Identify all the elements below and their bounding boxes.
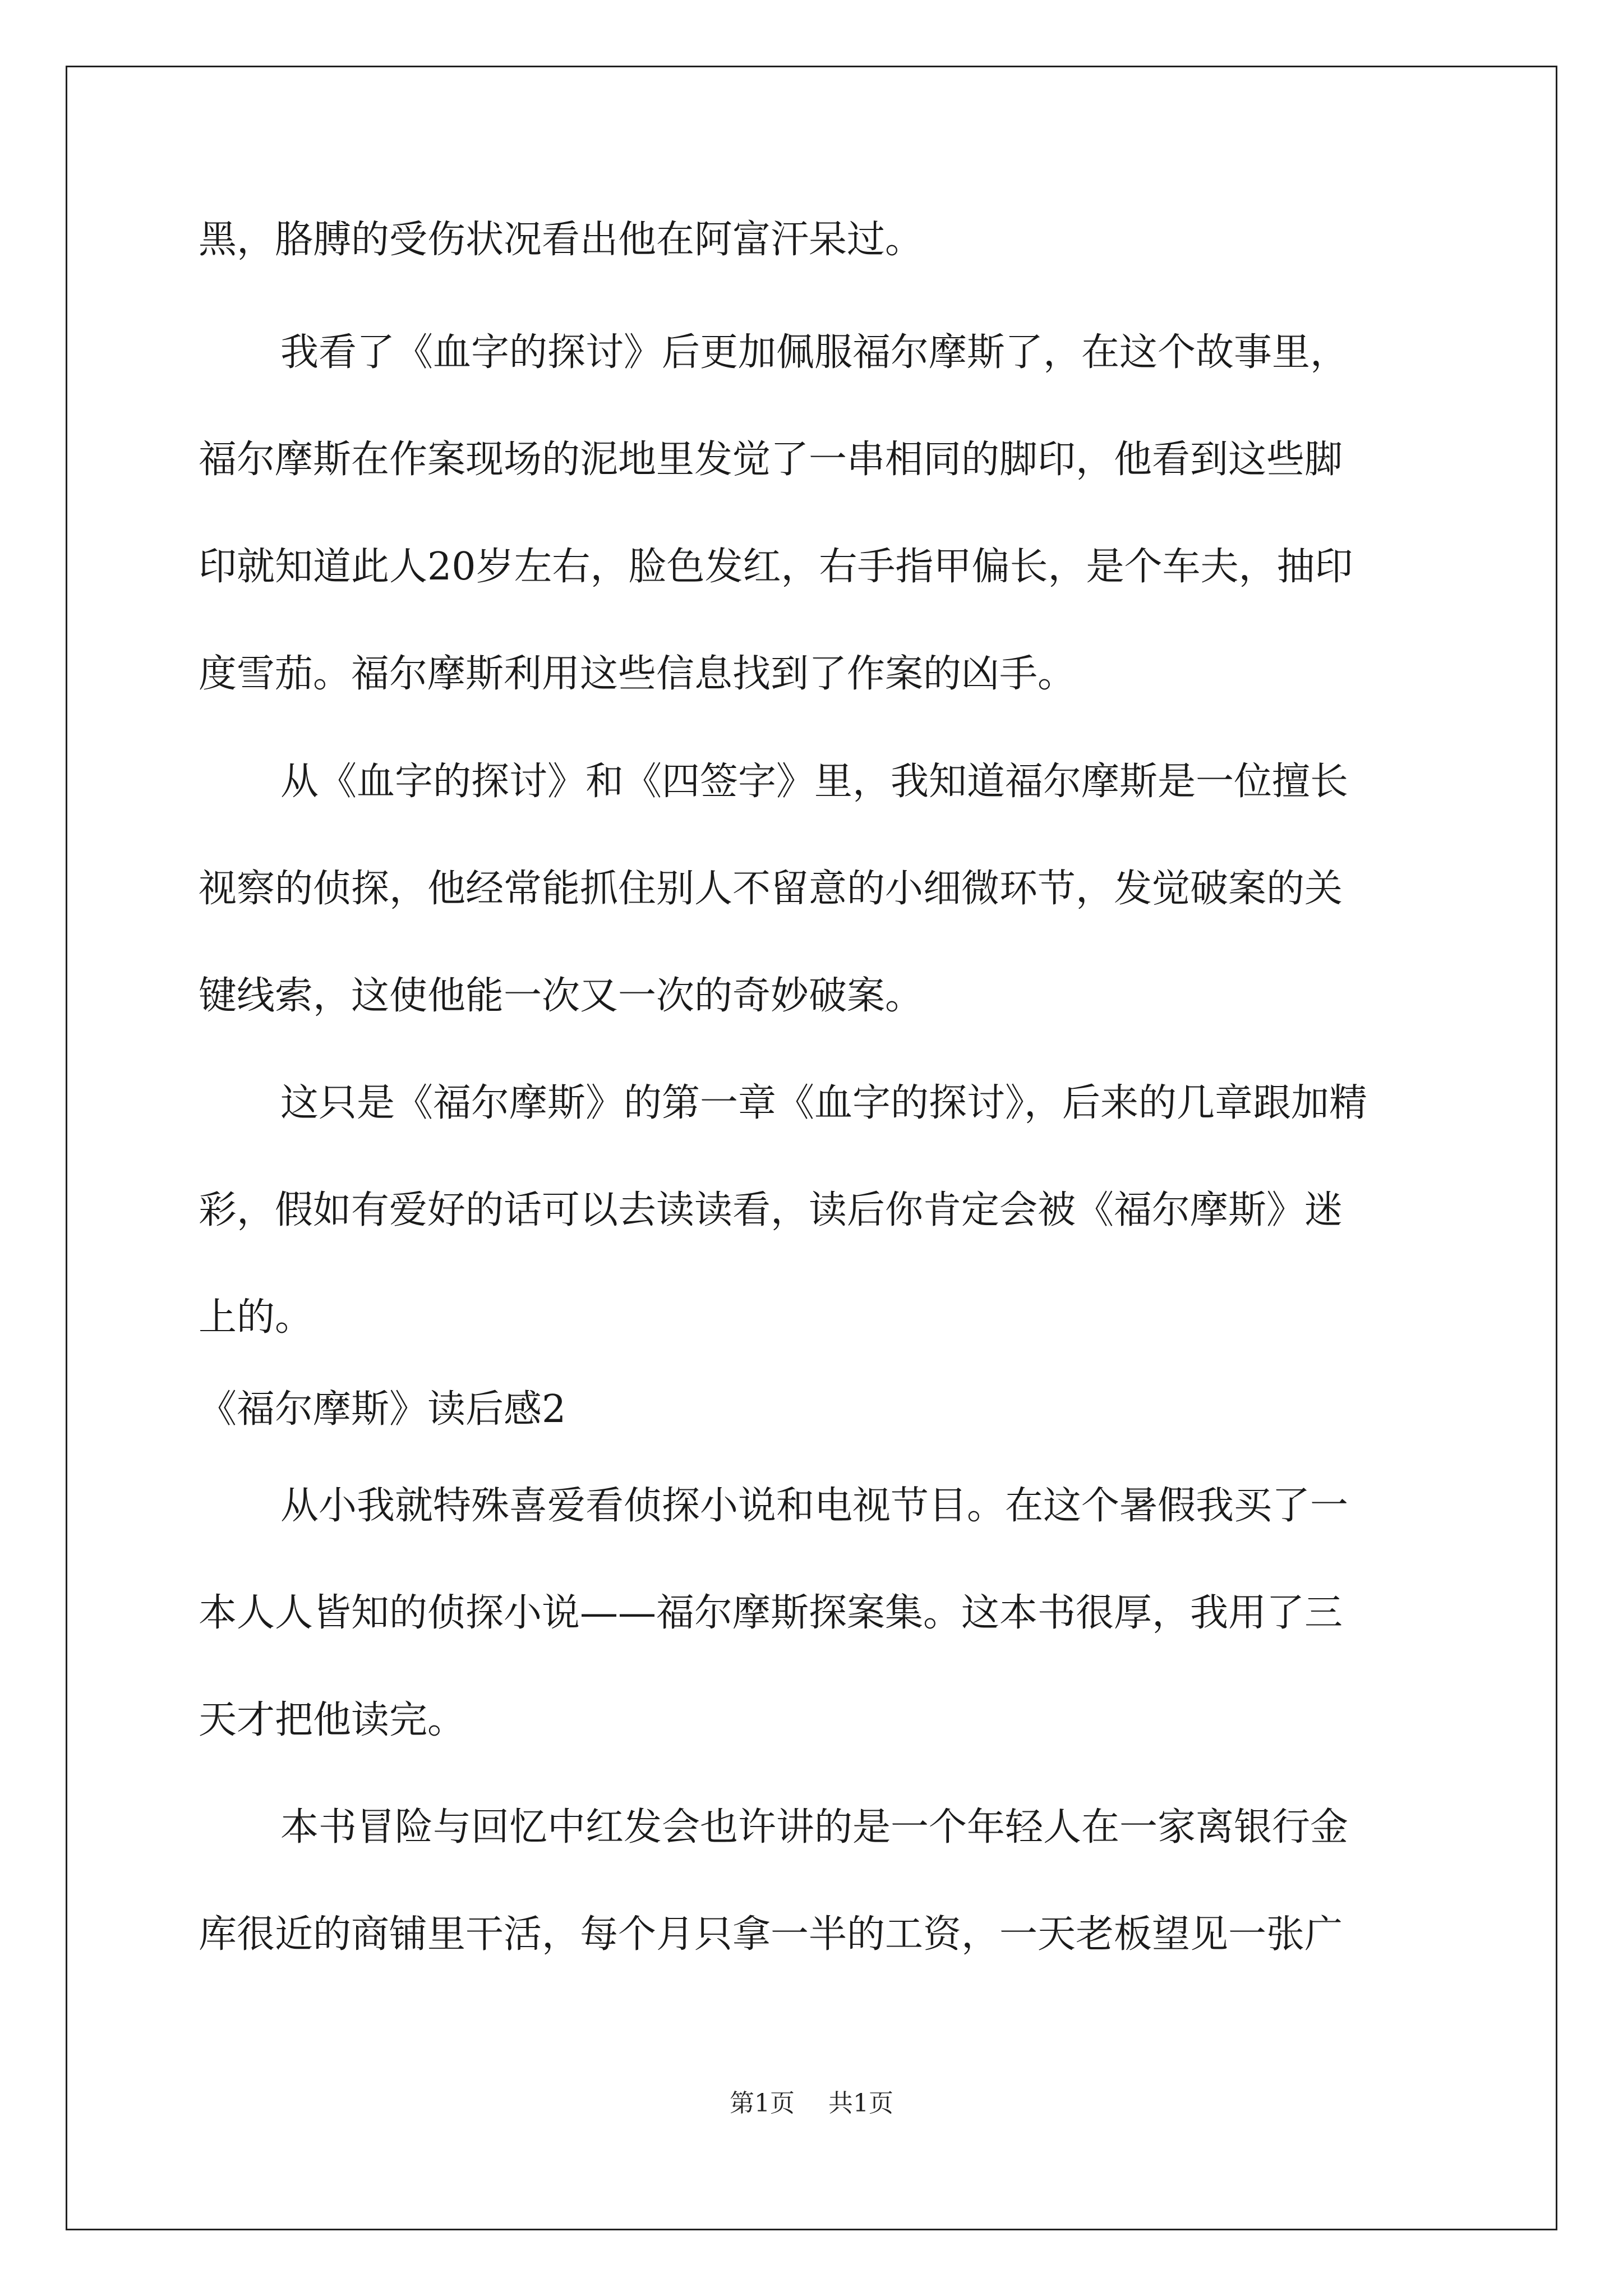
text-line: 库很近的商铺里干活，每个月只拿一半的工资，一天老板望见一张广 (199, 1912, 1343, 1957)
text-line: 这只是《福尔摩斯》的第一章《血字的探讨》，后来的几章跟加精 (280, 1081, 1368, 1125)
page-footer (0, 2087, 1623, 2120)
page-total: 共1页 (828, 2089, 893, 2118)
text-line: 印就知道此人20岁左右，脸色发红，右手指甲偏长，是个车夫，抽印 (199, 545, 1353, 589)
page-number: 第1页 (730, 2089, 795, 2118)
section-heading: 《福尔摩斯》读后感2 (199, 1387, 566, 1432)
page-border (66, 66, 1557, 2230)
text-line: 度雪茄。福尔摩斯利用这些信息找到了作案的凶手。 (199, 652, 1076, 696)
text-line: 上的。 (199, 1295, 313, 1340)
text-line: 天才把他读完。 (199, 1698, 466, 1742)
text-line: 视察的侦探，他经常能抓住别人不留意的小细微环节，发觉破案的关 (199, 867, 1343, 911)
text-line: 本书冒险与回忆中红发会也许讲的是一个年轻人在一家离银行金 (280, 1805, 1349, 1849)
text-line: 本人人皆知的侦探小说——福尔摩斯探案集。这本书很厚，我用了三 (199, 1591, 1343, 1635)
text-line: 福尔摩斯在作案现场的泥地里发觉了一串相同的脚印，他看到这些脚 (199, 438, 1343, 482)
text-line: 键线索，这使他能一次又一次的奇妙破案。 (199, 974, 924, 1018)
text-line: 我看了《血字的探讨》后更加佩服福尔摩斯了，在这个故事里， (280, 330, 1349, 375)
text-line: 从小我就特殊喜爱看侦探小说和电视节目。在这个暑假我买了一 (280, 1484, 1349, 1528)
text-line: 彩，假如有爱好的话可以去读读看，读后你肯定会被《福尔摩斯》迷 (199, 1188, 1343, 1232)
text-line: 黑，胳膊的受伤状况看出他在阿富汗呆过。 (199, 218, 924, 262)
text-line: 从《血字的探讨》和《四签字》里，我知道福尔摩斯是一位擅长 (280, 760, 1349, 804)
